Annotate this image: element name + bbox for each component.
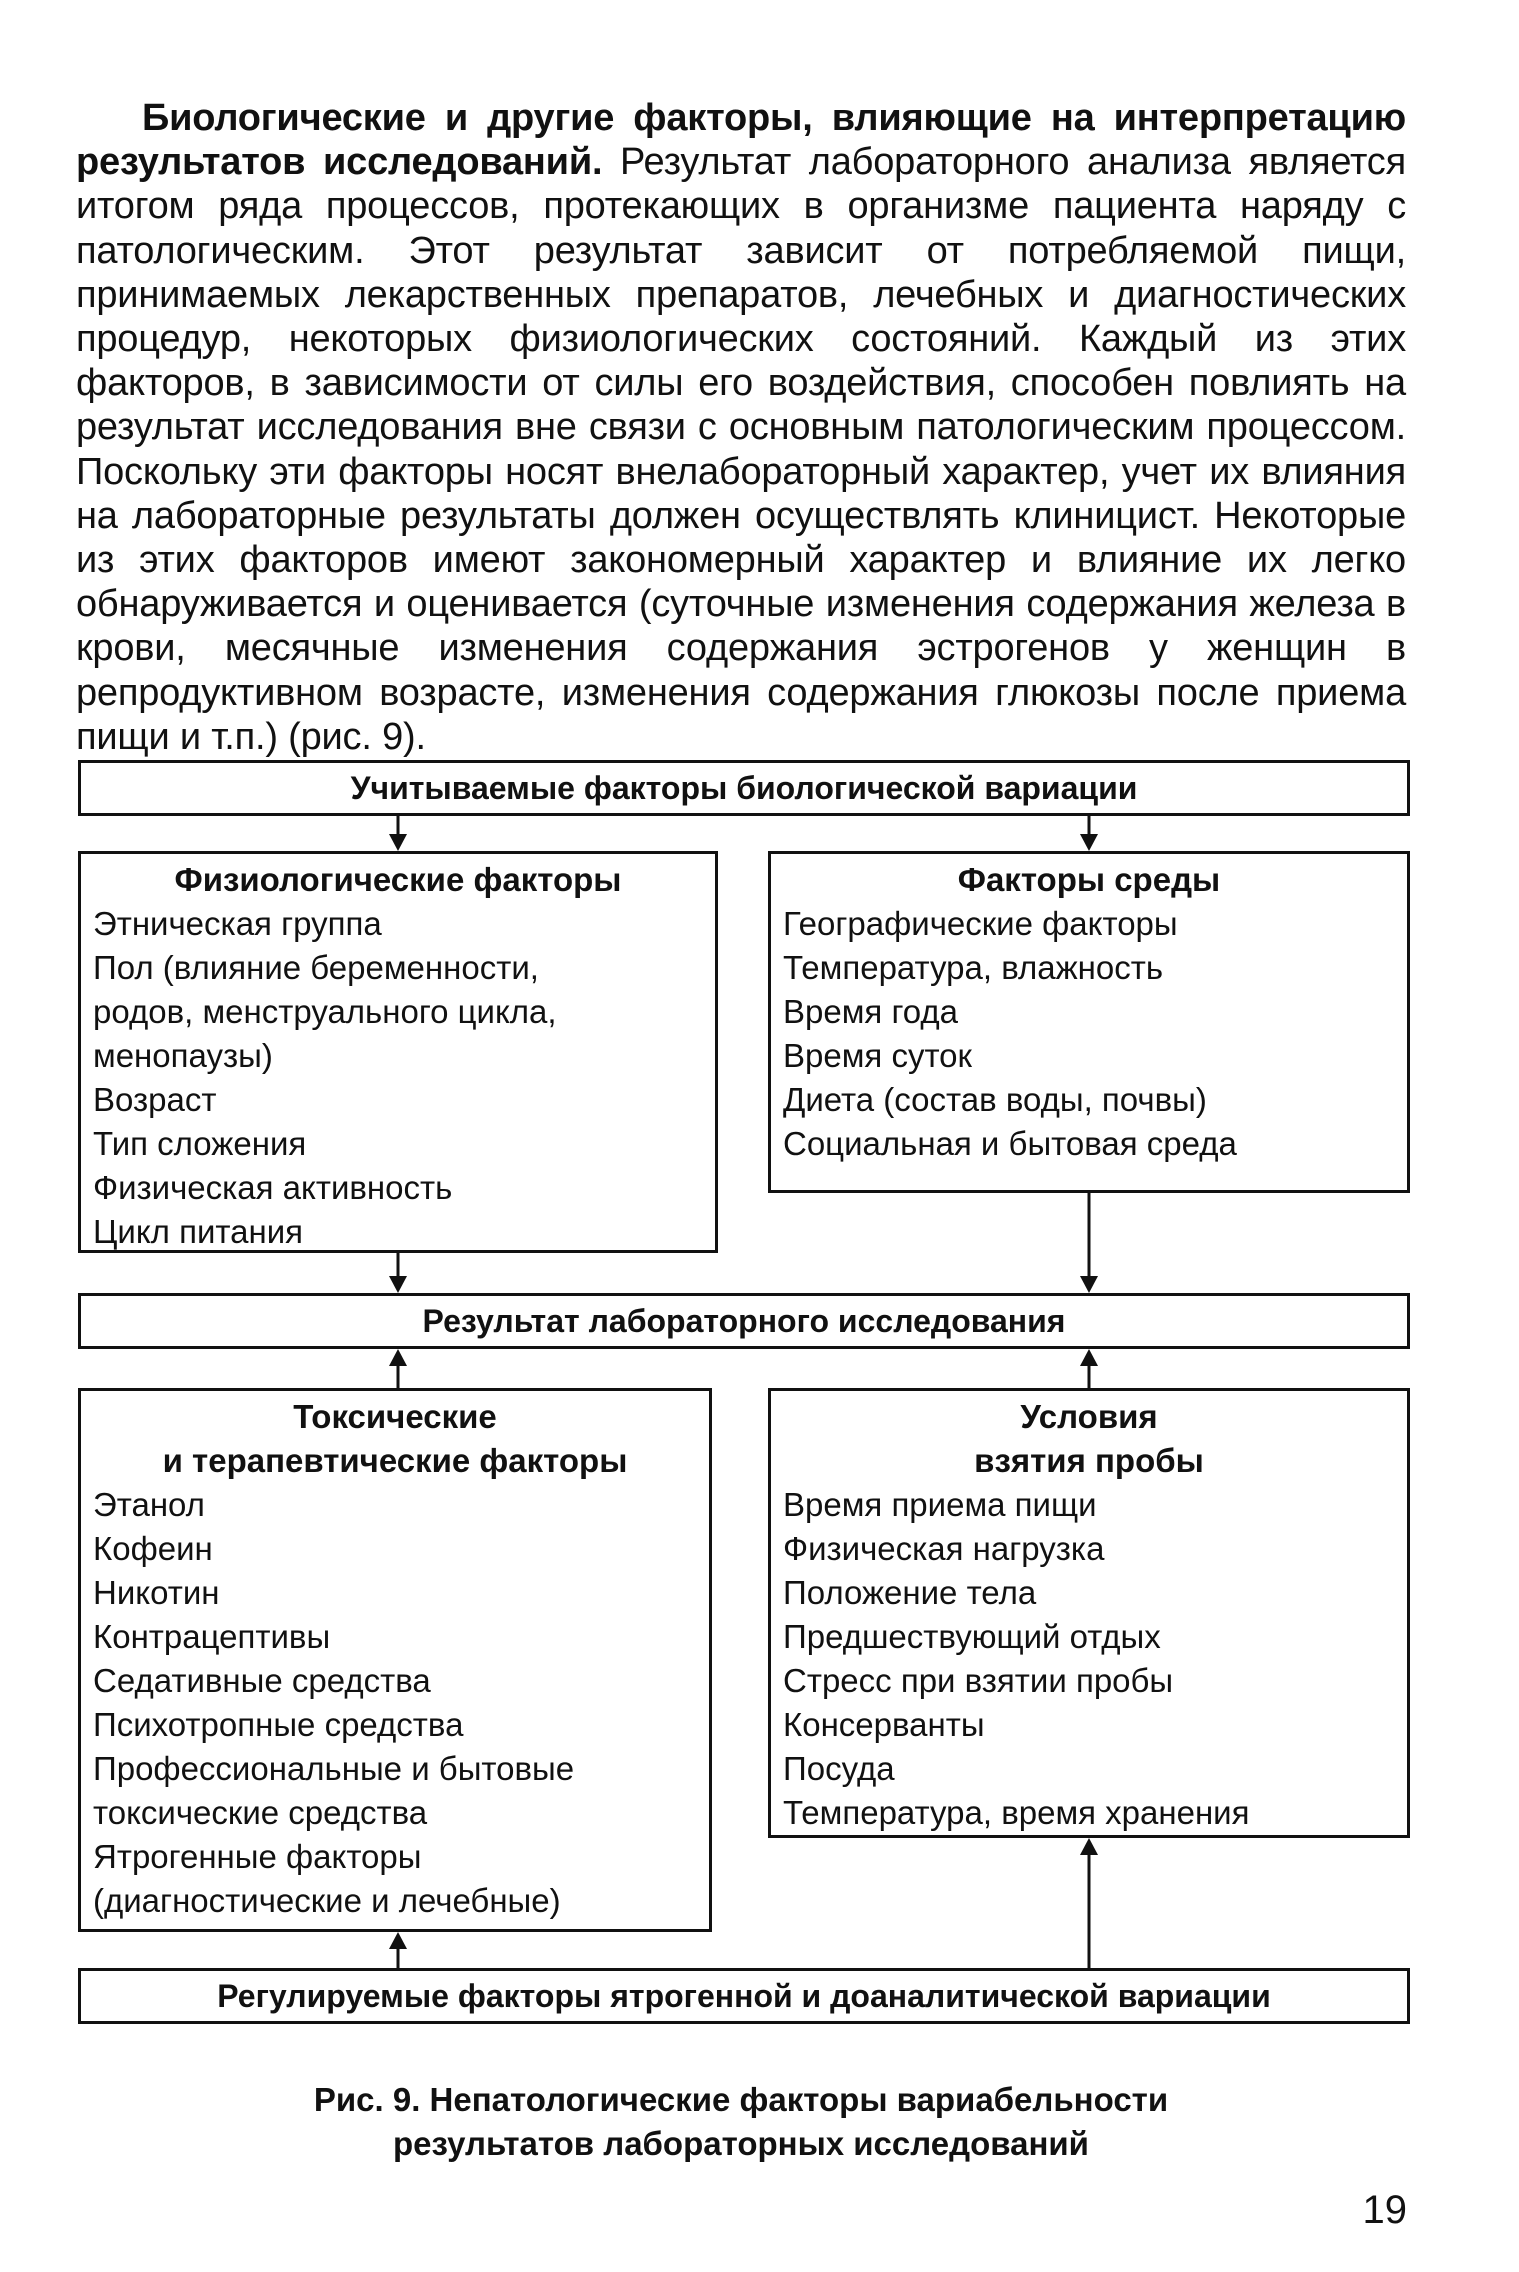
list-item: Время суток: [783, 1037, 972, 1074]
figure-caption: [76, 2078, 1406, 2166]
figure-caption-line1: Рис. 9. Непатологические факторы вариабельности: [313, 2081, 1169, 2118]
intro-paragraph: [76, 96, 1406, 759]
arrowhead-bottom-to-toxic: [389, 1932, 407, 1949]
intro-lead-heading: Биологические и другие факторы, влияющие на интерпретацию результатов исследований.: [76, 97, 1406, 184]
arrowhead-top-to-environment: [1080, 834, 1098, 851]
list-item: Географические факторы: [783, 905, 1178, 942]
list-item: Предшествующий отдых: [783, 1618, 1161, 1655]
list-item: Консерванты: [783, 1706, 985, 1743]
lab-result-bar: [78, 1293, 1410, 1349]
list-item: Возраст: [93, 1081, 217, 1118]
list-item: Посуда: [783, 1750, 895, 1787]
list-item: Психотропные средства: [93, 1706, 464, 1743]
list-item: Профессиональные и бытовые: [93, 1750, 575, 1787]
arrowhead-physiological-to-result: [389, 1276, 407, 1293]
list-item: (диагностические и лечебные): [93, 1882, 561, 1919]
list-item: Седативные средства: [93, 1662, 431, 1699]
list-item: Пол (влияние беременности,: [93, 949, 539, 986]
list-item: менопаузы): [93, 1037, 273, 1074]
list-item: Физическая активность: [93, 1169, 453, 1206]
lab-result-label: Результат лабораторного исследования: [422, 1303, 1066, 1339]
list-item: Этанол: [93, 1486, 205, 1523]
list-item: Стресс при взятии пробы: [783, 1662, 1174, 1699]
list-item: Социальная и бытовая среда: [783, 1125, 1237, 1162]
environment-factors-title: Факторы среды: [957, 861, 1221, 898]
regulated-variation-bar: [78, 1968, 1410, 2024]
sampling-conditions-box: [768, 1388, 1410, 1838]
list-item: Диета (состав воды, почвы): [783, 1081, 1207, 1118]
arrowhead-bottom-to-sampling: [1080, 1838, 1098, 1855]
figure-caption-line2: результатов лабораторных исследований: [393, 2125, 1089, 2162]
environment-factors-box: [768, 851, 1410, 1193]
list-item: Контрацептивы: [93, 1618, 331, 1655]
intro-body-text: Результат лабораторного анализа является итогом ряда процессов, протекающих в организме пациента наряду с патологическим. Этот результат зависит от потребляемой пищи, принимаемых лекарственных препаратов, лечебных и диагностических процедур, некоторых физиологических состояний. Каждый из этих факторов, в зависимости от силы его воздействия, способен повлиять на результат исследования вне связи с основным патологическим процессом. Поскольку эти факторы носят внелабораторный характер, учет их влияния на лабораторные результаты должен осуществлять клиницист. Некоторые из этих факторов имеют закономерный характер и влияние их легко обнаруживается и оценивается (суточные изменения содержания железа в крови, месячные изменения содержания эстрогенов у женщин в репродуктивном возрасте, изменения содержания глюкозы после приема пищи и т.п.) (рис. 9).: [76, 141, 1406, 758]
physiological-factors-box: [78, 851, 718, 1253]
environment-factors-list: [783, 902, 1407, 1166]
list-item: Физическая нагрузка: [783, 1530, 1105, 1567]
list-item: Кофеин: [93, 1530, 213, 1567]
list-item: Положение тела: [783, 1574, 1037, 1611]
biological-variation-label: Учитываемые факторы биологической вариации: [350, 770, 1138, 806]
list-item: родов, менструального цикла,: [93, 993, 557, 1030]
list-item: Температура, влажность: [783, 949, 1164, 986]
toxic-factors-title-line1: Токсические: [293, 1398, 497, 1435]
toxic-factors-title-line2: и терапевтические факторы: [162, 1442, 628, 1479]
list-item: Тип сложения: [93, 1125, 307, 1162]
list-item: Температура, время хранения: [783, 1794, 1250, 1831]
list-item: Никотин: [93, 1574, 220, 1611]
physiological-factors-title: Физиологические факторы: [174, 861, 622, 898]
list-item: Время приема пищи: [783, 1486, 1097, 1523]
list-item: Цикл питания: [93, 1213, 304, 1250]
sampling-title-line2: взятия пробы: [974, 1442, 1204, 1479]
list-item: Время года: [783, 993, 958, 1030]
toxic-factors-list: [93, 1483, 709, 1923]
list-item: токсические средства: [93, 1794, 428, 1831]
biological-variation-bar: [78, 760, 1410, 816]
page-number: 19: [1362, 2188, 1407, 2232]
list-item: Этническая группа: [93, 905, 382, 942]
arrowhead-environment-to-result: [1080, 1276, 1098, 1293]
physiological-factors-list: [93, 902, 715, 1254]
arrowhead-sampling-to-result: [1080, 1349, 1098, 1366]
list-item: Ятрогенные факторы: [93, 1838, 422, 1875]
sampling-title-line1: Условия: [1020, 1398, 1158, 1435]
toxic-therapeutic-factors-box: [78, 1388, 712, 1932]
sampling-conditions-list: [783, 1483, 1407, 1835]
regulated-variation-label: Регулируемые факторы ятрогенной и доаналитической вариации: [217, 1978, 1271, 2014]
arrowhead-top-to-physiological: [389, 834, 407, 851]
arrowhead-toxic-to-result: [389, 1349, 407, 1366]
